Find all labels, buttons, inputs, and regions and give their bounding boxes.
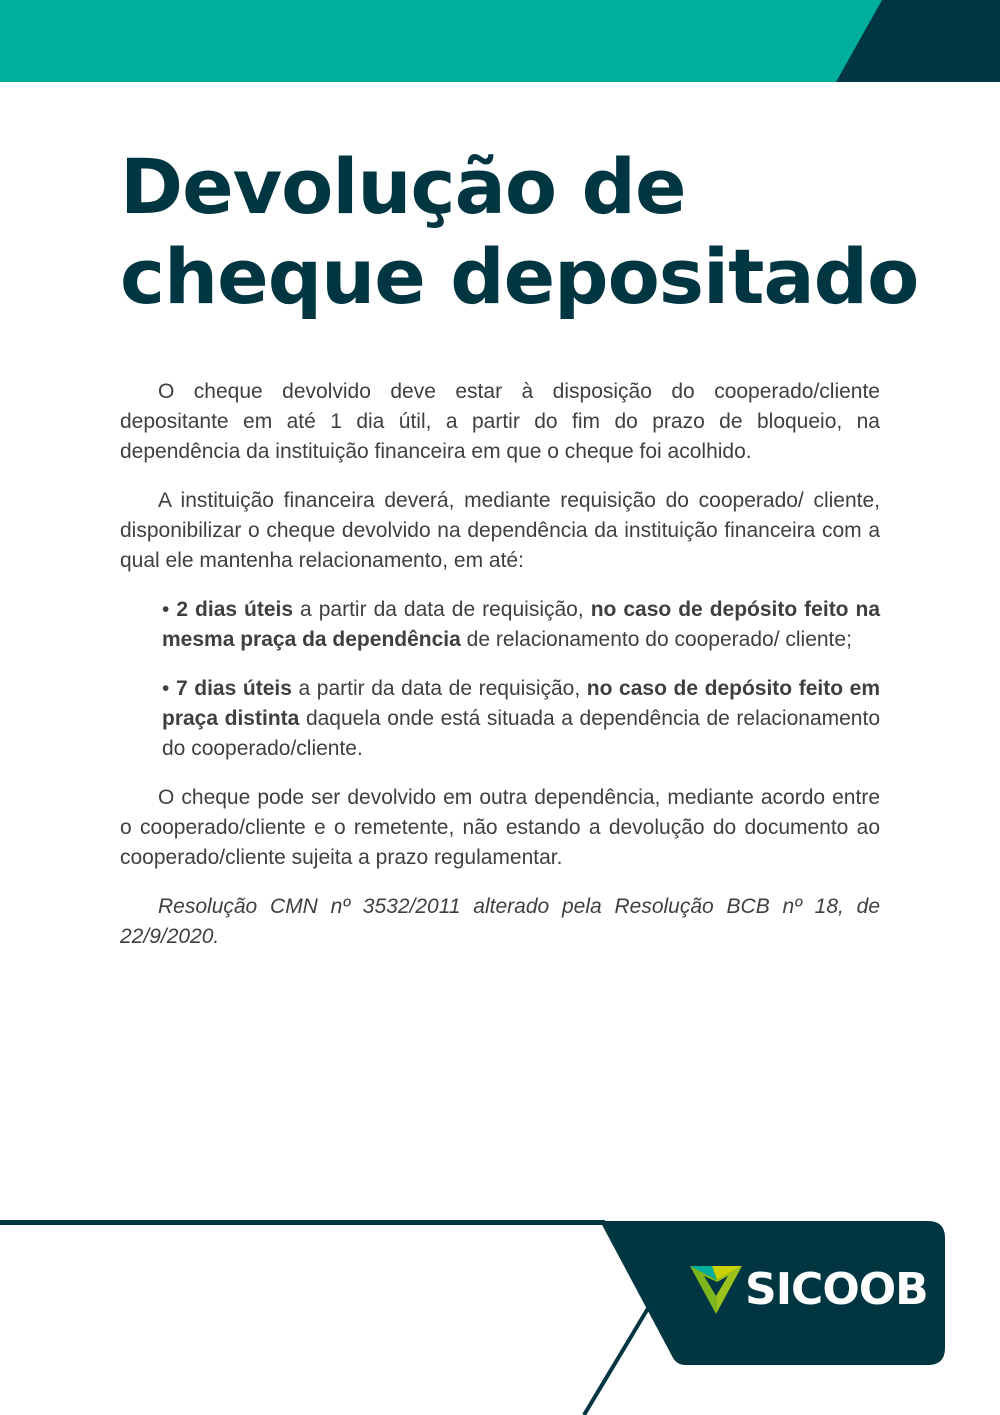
page-title bbox=[120, 142, 920, 322]
bullet-marker: • bbox=[162, 598, 177, 621]
paragraph-other-branch: O cheque pode ser devolvido em outra dependência, mediante acordo entre o cooperado/cliente e o remetente, não estando a devolução do documento ao cooperado/cliente sujeita a prazo regulamentar. bbox=[120, 786, 880, 869]
page-title-line-2: cheque depositado bbox=[120, 232, 919, 321]
bullet-text: a partir da data de requisição, bbox=[291, 677, 587, 700]
sicoob-triangle-icon bbox=[688, 1264, 744, 1316]
top-decorative-band bbox=[0, 0, 1000, 82]
bullet-text-end: daquela onde está situada a dependência de relacionamento do cooperado/cliente. bbox=[162, 707, 880, 760]
page-title-line-1: Devolução de bbox=[120, 142, 686, 231]
bullet-text-end: de relacionamento do cooperado/ cliente; bbox=[460, 628, 852, 651]
bullet-item-same-place bbox=[162, 595, 880, 655]
body-text bbox=[120, 377, 880, 971]
bullet-text: a partir da data de requisição, bbox=[293, 598, 591, 621]
bottom-diagonal-stroke bbox=[584, 1305, 650, 1415]
bullet-item-distinct-place bbox=[162, 674, 880, 764]
bullet-marker: • bbox=[162, 677, 176, 700]
bullet-condition: no caso de depósito feito na mesma praça da dependência bbox=[162, 598, 881, 651]
bullet-condition: no caso de depósito feito em praça distinta bbox=[162, 677, 880, 730]
paragraph-request: A instituição financeira deverá, mediante requisição do cooperado/ cliente, disponibilizar o cheque devolvido na dependência da instituição financeira com a qual ele mantenha relacionamento, em até: bbox=[120, 489, 880, 572]
bottom-divider-line bbox=[0, 1220, 605, 1225]
legal-reference: Resolução CMN nº 3532/2011 alterado pela Resolução BCB nº 18, de 22/9/2020. bbox=[120, 895, 880, 948]
sicoob-logo-text: SICOOB bbox=[745, 1264, 928, 1315]
paragraph-availability: O cheque devolvido deve estar à disposição do cooperado/cliente depositante em até 1 dia útil, a partir do fim do prazo de bloqueio, na dependência da instituição financeira em que o cheque foi acolhido. bbox=[120, 380, 880, 463]
sicoob-logo bbox=[688, 1264, 928, 1316]
bullet-deadline: 2 dias úteis bbox=[176, 598, 294, 621]
bullet-deadline: 7 dias úteis bbox=[175, 677, 292, 700]
